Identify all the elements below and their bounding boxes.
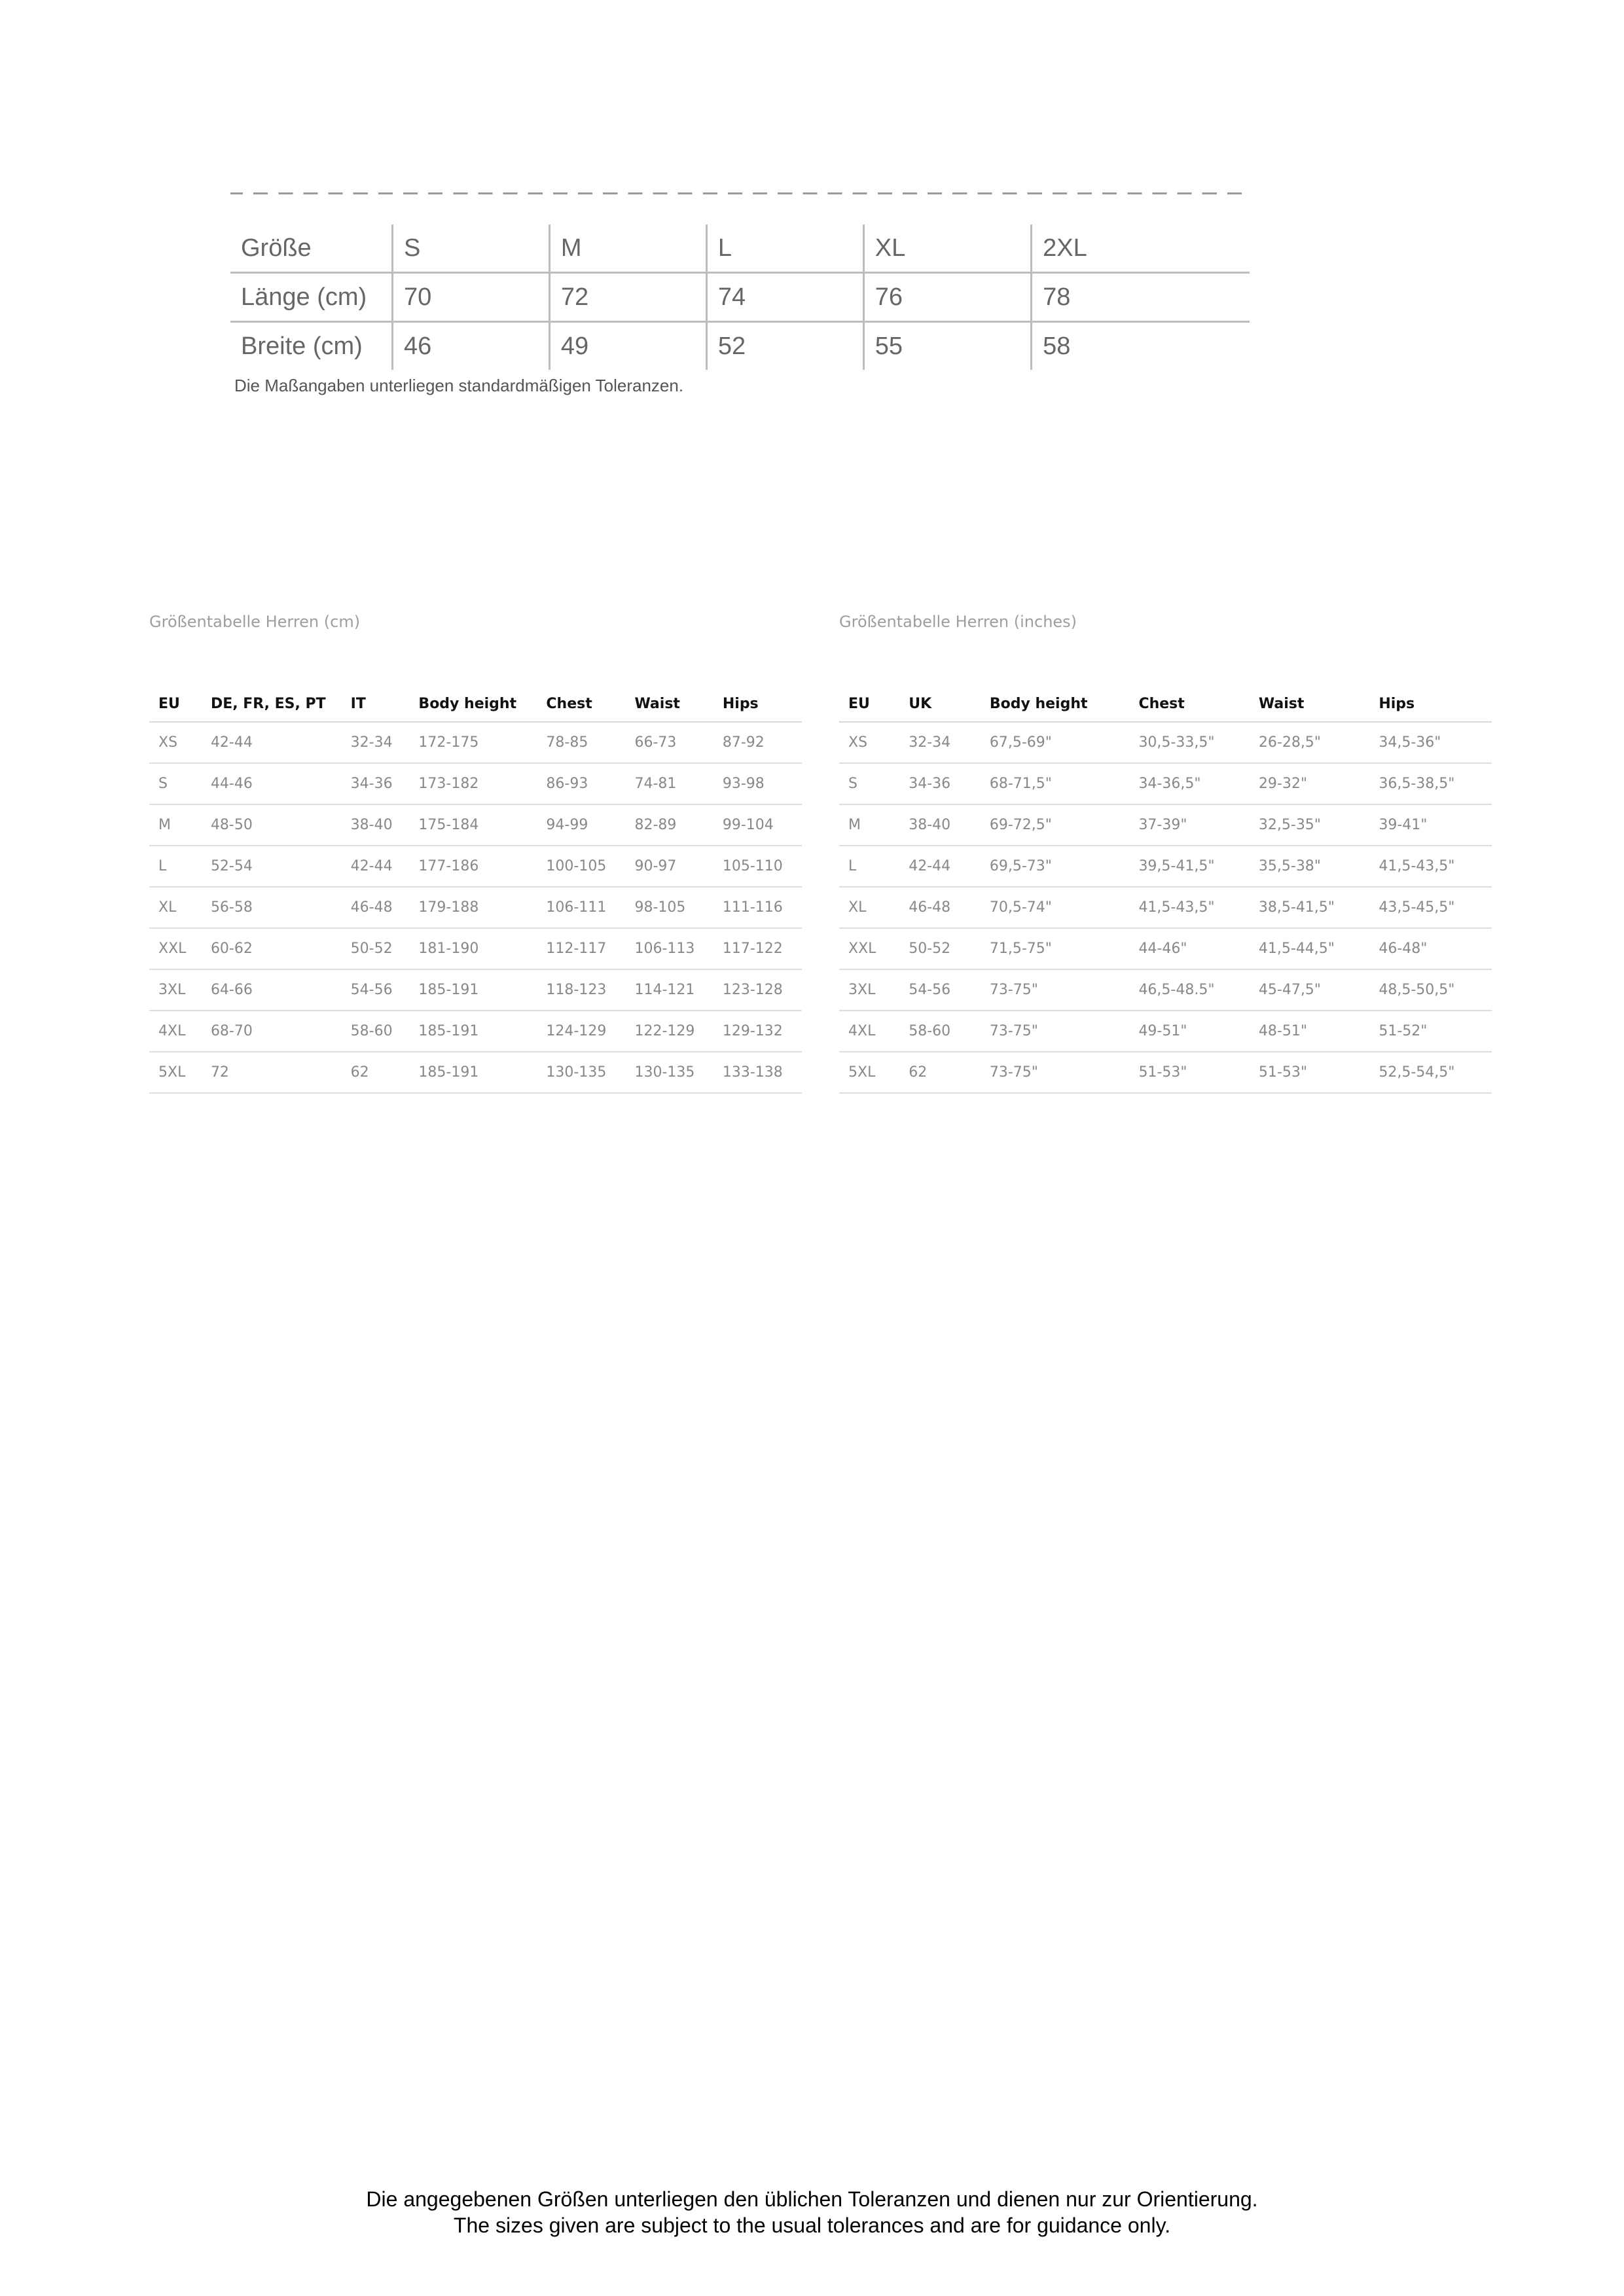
table-row [839,722,1492,763]
table-header-row [149,686,802,722]
size-chart-cm [149,686,802,1094]
table-cell: 43,5-45,5" [1369,887,1492,928]
table-cell: 114-121 [625,969,713,1011]
table-cell: M [149,804,202,846]
table-cell: 34-36 [342,763,410,804]
table-row [839,928,1492,969]
column-header: Body height [981,686,1130,722]
table-cell: 69-72,5" [981,804,1130,846]
table-cell: 185-191 [409,1011,537,1052]
table-cell: 90-97 [625,846,713,887]
column-header: Body height [409,686,537,722]
table-row [839,887,1492,928]
chart-title-cm: Größentabelle Herren (cm) [149,613,361,631]
table-cell: 175-184 [409,804,537,846]
table-cell: L [149,846,202,887]
table-cell: S [839,763,899,804]
table-cell: 38,5-41,5" [1250,887,1369,928]
table-cell: 49-51" [1129,1011,1249,1052]
table-cell: 34,5-36" [1369,722,1492,763]
table-cell: 36,5-38,5" [1369,763,1492,804]
table-cell: 58 [1032,322,1250,370]
table-cell: XL [863,224,1031,273]
tolerance-note: Die Maßangaben unterliegen standardmäßigen Toleranzen. [234,376,684,395]
table-cell: 32-34 [342,722,410,763]
table-cell: 39,5-41,5" [1129,846,1249,887]
table-row [149,846,802,887]
table-cell: 55 [863,322,1031,370]
table-cell: S [149,763,202,804]
table-cell: 26-28,5" [1250,722,1369,763]
table-cell: 51-53" [1250,1052,1369,1093]
table-cell: XXL [839,928,899,969]
table-cell: 117-122 [713,928,802,969]
table-row [230,224,1250,273]
table-cell: 130-135 [625,1052,713,1093]
table-row [149,722,802,763]
column-header: Waist [625,686,713,722]
table-cell: 129-132 [713,1011,802,1052]
table-cell: 42-44 [202,722,342,763]
table-cell: 32-34 [899,722,981,763]
table-cell: 46 [393,322,550,370]
table-cell: 69,5-73" [981,846,1130,887]
table-cell: 52,5-54,5" [1369,1052,1492,1093]
table-cell: 70 [393,273,550,322]
table-cell: 74-81 [625,763,713,804]
table-row [149,1052,802,1093]
table-cell: 122-129 [625,1011,713,1052]
table-cell: 71,5-75" [981,928,1130,969]
footer-line-de: Die angegebenen Größen unterliegen den üblichen Toleranzen und dienen nur zur Orientierung. [366,2187,1258,2211]
table-cell: 66-73 [625,722,713,763]
table-cell: 54-56 [342,969,410,1011]
size-chart-inches [839,686,1492,1094]
column-header: Chest [537,686,625,722]
table-cell: 68-70 [202,1011,342,1052]
table-cell: 133-138 [713,1052,802,1093]
chart-title-inches: Größentabelle Herren (inches) [839,613,1077,631]
table-row [149,928,802,969]
table-cell: 67,5-69" [981,722,1130,763]
table-cell: 39-41" [1369,804,1492,846]
table-cell: L [706,224,863,273]
table-cell: M [549,224,706,273]
table-cell: XS [149,722,202,763]
table-row [839,846,1492,887]
table-cell: 34-36 [899,763,981,804]
column-header: Hips [1369,686,1492,722]
column-header: UK [899,686,981,722]
table-cell: 5XL [839,1052,899,1093]
table-cell: 44-46 [202,763,342,804]
table-cell: 94-99 [537,804,625,846]
table-cell: 73-75" [981,1052,1130,1093]
table-cell: 172-175 [409,722,537,763]
column-header: DE, FR, ES, PT [202,686,342,722]
table-row [149,969,802,1011]
table-row [839,763,1492,804]
table-cell: 173-182 [409,763,537,804]
table-cell: 50-52 [899,928,981,969]
table-cell: 38-40 [342,804,410,846]
table-cell: 4XL [839,1011,899,1052]
table-cell: 58-60 [899,1011,981,1052]
table-cell: 130-135 [537,1052,625,1093]
table-cell: 106-113 [625,928,713,969]
table-cell: 56-58 [202,887,342,928]
table-row [149,1011,802,1052]
table-cell: 46-48 [899,887,981,928]
table-cell: 185-191 [409,969,537,1011]
table-cell: Breite (cm) [241,332,363,360]
table-cell: 185-191 [409,1052,537,1093]
table-cell: 73-75" [981,1011,1130,1052]
table-cell: 48,5-50,5" [1369,969,1492,1011]
table-cell: 35,5-38" [1250,846,1369,887]
table-cell: XXL [149,928,202,969]
table-cell: 3XL [839,969,899,1011]
table-cell: 58-60 [342,1011,410,1052]
table-cell: 99-104 [713,804,802,846]
size-measure-table [230,224,1250,370]
table-row [230,273,1250,322]
table-cell: 123-128 [713,969,802,1011]
table-cell: 64-66 [202,969,342,1011]
table-cell: 111-116 [713,887,802,928]
table-cell: 76 [863,273,1031,322]
table-cell: 38-40 [899,804,981,846]
table-cell: 60-62 [202,928,342,969]
table-cell: 51-53" [1129,1052,1249,1093]
table-cell: 34-36,5" [1129,763,1249,804]
table-row [230,322,1250,370]
table-cell: 46-48 [342,887,410,928]
column-header: Hips [713,686,802,722]
table-cell: 49 [549,322,706,370]
table-row [839,969,1492,1011]
table-cell: 41,5-43,5" [1129,887,1249,928]
table-cell: 52 [706,322,863,370]
table-cell: 78 [1032,273,1250,322]
column-header: Waist [1250,686,1369,722]
table-row [839,804,1492,846]
table-cell: 86-93 [537,763,625,804]
table-cell: 46-48" [1369,928,1492,969]
table-cell: L [839,846,899,887]
table-cell: 105-110 [713,846,802,887]
table-row [149,763,802,804]
table-cell: Länge (cm) [230,273,393,322]
table-cell: 179-188 [409,887,537,928]
table-cell: 51-52" [1369,1011,1492,1052]
column-header: IT [342,686,410,722]
dashed-separator [230,192,1252,194]
column-header: EU [839,686,899,722]
page-footer [0,2186,1624,2238]
table-cell: 32,5-35" [1250,804,1369,846]
table-cell: XL [149,887,202,928]
table-cell: 68-71,5" [981,763,1130,804]
table-cell: 52-54 [202,846,342,887]
table-cell: 70,5-74" [981,887,1130,928]
table-cell: Größe [230,224,393,273]
table-cell: 4XL [149,1011,202,1052]
table-cell: 62 [899,1052,981,1093]
table-cell: 87-92 [713,722,802,763]
table-cell: 30,5-33,5" [1129,722,1249,763]
table-cell: 62 [342,1052,410,1093]
table-cell: 177-186 [409,846,537,887]
table-cell: 37-39" [1129,804,1249,846]
table-cell: 3XL [149,969,202,1011]
table-cell: 93-98 [713,763,802,804]
table-cell: 5XL [149,1052,202,1093]
table-cell: 46,5-48.5" [1129,969,1249,1011]
table-cell: 98-105 [625,887,713,928]
table-row [149,804,802,846]
column-header: EU [149,686,202,722]
table-row [149,887,802,928]
table-cell: 29-32" [1250,763,1369,804]
table-cell: 41,5-43,5" [1369,846,1492,887]
column-header: Chest [1129,686,1249,722]
table-cell: 45-47,5" [1250,969,1369,1011]
table-cell: 82-89 [625,804,713,846]
table-cell: 118-123 [537,969,625,1011]
table-cell: 54-56 [899,969,981,1011]
table-cell: 42-44 [899,846,981,887]
table-cell: 72 [549,273,706,322]
table-cell: 42-44 [342,846,410,887]
table-row [839,1052,1492,1093]
table-cell: S [393,224,550,273]
footer-line-en: The sizes given are subject to the usual tolerances and are for guidance only. [453,2214,1171,2237]
table-cell: 181-190 [409,928,537,969]
table-cell: 106-111 [537,887,625,928]
table-cell: XL [839,887,899,928]
table-cell: 72 [202,1052,342,1093]
table-cell: 124-129 [537,1011,625,1052]
table-cell: 2XL [1032,224,1250,273]
table-cell: 78-85 [537,722,625,763]
table-cell: 112-117 [537,928,625,969]
table-header-row [839,686,1492,722]
table-cell: 44-46" [1129,928,1249,969]
table-cell: 50-52 [342,928,410,969]
table-cell: 73-75" [981,969,1130,1011]
table-row [839,1011,1492,1052]
table-cell: XS [839,722,899,763]
table-cell: M [839,804,899,846]
table-cell: 48-50 [202,804,342,846]
table-cell: 48-51" [1250,1011,1369,1052]
table-cell: 74 [706,273,863,322]
table-cell: 100-105 [537,846,625,887]
table-cell: 41,5-44,5" [1250,928,1369,969]
